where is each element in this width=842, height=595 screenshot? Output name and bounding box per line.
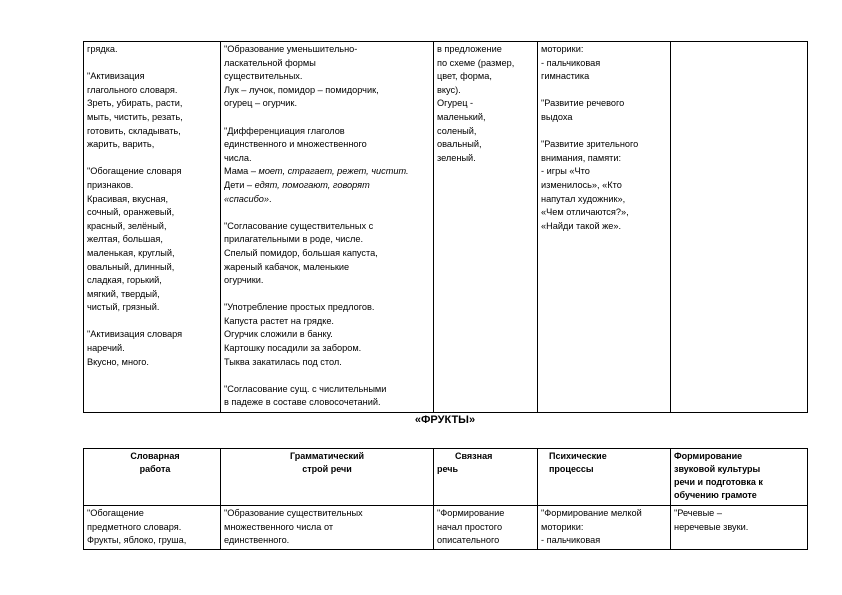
text-line: "Образование существительных bbox=[224, 508, 363, 518]
text-line: по схеме (размер, bbox=[437, 57, 515, 68]
text-line: "Согласование существительных с bbox=[224, 220, 374, 231]
text-line: вкус). bbox=[437, 84, 461, 95]
text-line bbox=[224, 179, 430, 193]
text-line: "Речевые – bbox=[674, 508, 722, 518]
text-line: наречий. bbox=[87, 343, 125, 354]
text-line: Спелый помидор, большая капуста, bbox=[224, 247, 378, 258]
text-line: огурчики. bbox=[224, 275, 264, 286]
text-span: Дети – bbox=[224, 179, 255, 190]
text-line: мягкий, твердый, bbox=[87, 288, 160, 299]
text-block bbox=[224, 220, 430, 288]
header-mental-processes bbox=[538, 449, 671, 506]
text-line: ласкательной формы bbox=[224, 57, 316, 68]
text-line: единственного и множественного bbox=[224, 139, 367, 150]
text-line: «Найди такой же». bbox=[541, 220, 622, 231]
text-block bbox=[87, 165, 217, 315]
header-row bbox=[84, 449, 808, 506]
header-line: речи и подготовка к bbox=[674, 477, 763, 487]
text-line: Красивая, вкусная, bbox=[87, 193, 169, 204]
text-block bbox=[224, 43, 430, 111]
text-line: описательного bbox=[437, 535, 500, 546]
text-line: соленый, bbox=[437, 125, 477, 136]
text-line: - пальчиковая bbox=[541, 535, 601, 546]
text-line: "Обогащение bbox=[87, 508, 144, 518]
sound-culture-cell bbox=[671, 42, 808, 413]
italic-text: моет, страгает, режет, чистит. bbox=[258, 166, 409, 177]
fruits-plan-table bbox=[83, 448, 808, 550]
text-line: цвет, форма, bbox=[437, 71, 492, 82]
text-block bbox=[87, 328, 217, 369]
header-line: Грамматический bbox=[289, 451, 365, 461]
text-line: маленький, bbox=[437, 111, 486, 122]
text-line: жареный кабачок, маленькие bbox=[224, 261, 350, 272]
text-line bbox=[224, 193, 430, 207]
header-line: Словарная bbox=[130, 451, 180, 461]
text-line: "Образование уменьшительно- bbox=[224, 44, 358, 54]
text-line: - игры «Что bbox=[541, 166, 590, 177]
text-block bbox=[437, 43, 534, 165]
text-block bbox=[541, 97, 667, 124]
text-line: числа. bbox=[224, 152, 252, 163]
header-connected-speech bbox=[434, 449, 538, 506]
text-line: "Дифференциация глаголов bbox=[224, 125, 345, 136]
text-line: неречевые звуки. bbox=[674, 521, 749, 532]
sound-culture-cell bbox=[671, 506, 808, 550]
text-line: «Чем отличаются?», bbox=[541, 207, 629, 218]
text-line: мыть, чистить, резать, bbox=[87, 111, 183, 122]
text-line: Зреть, убирать, расти, bbox=[87, 98, 183, 109]
text-line: "Активизация bbox=[87, 71, 145, 82]
italic-text: «спасибо» bbox=[224, 193, 269, 204]
text-line: Огурец - bbox=[437, 98, 474, 109]
text-line: признаков. bbox=[87, 179, 134, 190]
text-line: Огурчик сложили в банку. bbox=[224, 329, 333, 340]
text-line: "Развитие речевого bbox=[541, 98, 625, 109]
text-line: внимания, памяти: bbox=[541, 152, 622, 163]
table-row bbox=[84, 42, 808, 413]
header-line: Формирование bbox=[674, 451, 743, 461]
mental-processes-cell bbox=[538, 506, 671, 550]
header-line: работа bbox=[139, 464, 171, 474]
header-sound-culture bbox=[671, 449, 808, 506]
text-line: грядка. bbox=[87, 44, 118, 54]
text-span: . bbox=[268, 193, 272, 204]
text-line: сочный, оранжевый, bbox=[87, 207, 175, 218]
connected-speech-cell bbox=[434, 506, 538, 550]
text-line: предметного словаря. bbox=[87, 521, 182, 532]
text-line: "Развитие зрительного bbox=[541, 139, 639, 150]
text-line: изменилось», «Кто bbox=[541, 179, 622, 190]
text-line: желтая, большая, bbox=[87, 234, 163, 245]
text-line: существительных. bbox=[224, 71, 303, 82]
text-line: в падеже в составе словосочетаний. bbox=[224, 397, 381, 408]
vocabulary-cell bbox=[84, 42, 221, 413]
text-line: Вкусно, много. bbox=[87, 356, 149, 367]
top-plan-table bbox=[83, 41, 808, 413]
mental-processes-cell bbox=[538, 42, 671, 413]
grammar-cell bbox=[221, 506, 434, 550]
header-line: звуковой культуры bbox=[674, 464, 761, 474]
text-line: единственного. bbox=[224, 535, 290, 546]
text-line: начал простого bbox=[437, 521, 503, 532]
text-block bbox=[224, 383, 430, 410]
vocabulary-cell bbox=[84, 506, 221, 550]
text-line: "Формирование мелкой bbox=[541, 508, 642, 518]
connected-speech-cell bbox=[434, 42, 538, 413]
text-line: маленькая, круглый, bbox=[87, 247, 175, 258]
text-line: чистый, грязный. bbox=[87, 302, 160, 313]
text-line: "Формирование bbox=[437, 508, 505, 518]
text-line: напутал художник», bbox=[541, 193, 626, 204]
text-line: "Активизация словаря bbox=[87, 329, 183, 340]
table-row bbox=[84, 506, 808, 550]
text-line: готовить, складывать, bbox=[87, 125, 181, 136]
text-line: жарить, варить, bbox=[87, 139, 155, 150]
text-line: "Обогащение словаря bbox=[87, 166, 182, 177]
text-line: "Употребление простых предлогов. bbox=[224, 302, 375, 313]
grammar-cell bbox=[221, 42, 434, 413]
text-span: Мама – bbox=[224, 166, 259, 177]
text-line: "Согласование сущ. с числительными bbox=[224, 383, 387, 394]
text-line: Лук – лучок, помидор – помидорчик, bbox=[224, 84, 379, 95]
text-line: зеленый. bbox=[437, 152, 476, 163]
text-line: выдоха bbox=[541, 111, 573, 122]
header-vocabulary bbox=[84, 449, 221, 506]
text-line: моторики: bbox=[541, 521, 584, 532]
text-line: Фрукты, яблоко, груша, bbox=[87, 535, 187, 546]
text-line: овальный, bbox=[437, 139, 482, 150]
text-block bbox=[87, 70, 217, 152]
header-line: обучению грамоте bbox=[674, 490, 757, 500]
text-line: в предложение bbox=[437, 44, 502, 54]
text-line: прилагательными в роде, числе. bbox=[224, 234, 364, 245]
text-line: овальный, длинный, bbox=[87, 261, 175, 272]
page-title: «ФРУКТЫ» bbox=[414, 414, 476, 426]
text-line: сладкая, горький, bbox=[87, 275, 162, 286]
text-line: множественного числа от bbox=[224, 521, 334, 532]
text-line: глагольного словаря. bbox=[87, 84, 178, 95]
text-line: гимнастика bbox=[541, 71, 590, 82]
text-line: Картошку посадили за забором. bbox=[224, 343, 362, 354]
text-line: Тыква закатилась под стол. bbox=[224, 356, 342, 367]
header-line: Психические bbox=[549, 451, 607, 461]
header-grammar bbox=[221, 449, 434, 506]
text-line: моторики: bbox=[541, 44, 584, 54]
text-line: огурец – огурчик. bbox=[224, 98, 297, 109]
text-block bbox=[541, 43, 667, 84]
text-line: - пальчиковая bbox=[541, 57, 601, 68]
italic-text: едят, помогают, говорят bbox=[254, 179, 370, 190]
text-block bbox=[541, 138, 667, 233]
header-line: Связная bbox=[455, 451, 493, 461]
text-block bbox=[224, 125, 430, 207]
header-line: процессы bbox=[549, 464, 594, 474]
text-block bbox=[224, 301, 430, 369]
text-line: Капуста растет на грядке. bbox=[224, 315, 334, 326]
header-line: строй речи bbox=[302, 464, 352, 474]
text-block bbox=[87, 43, 217, 57]
text-line bbox=[224, 165, 430, 179]
header-line: речь bbox=[437, 464, 459, 474]
text-line: красный, зелёный, bbox=[87, 220, 167, 231]
